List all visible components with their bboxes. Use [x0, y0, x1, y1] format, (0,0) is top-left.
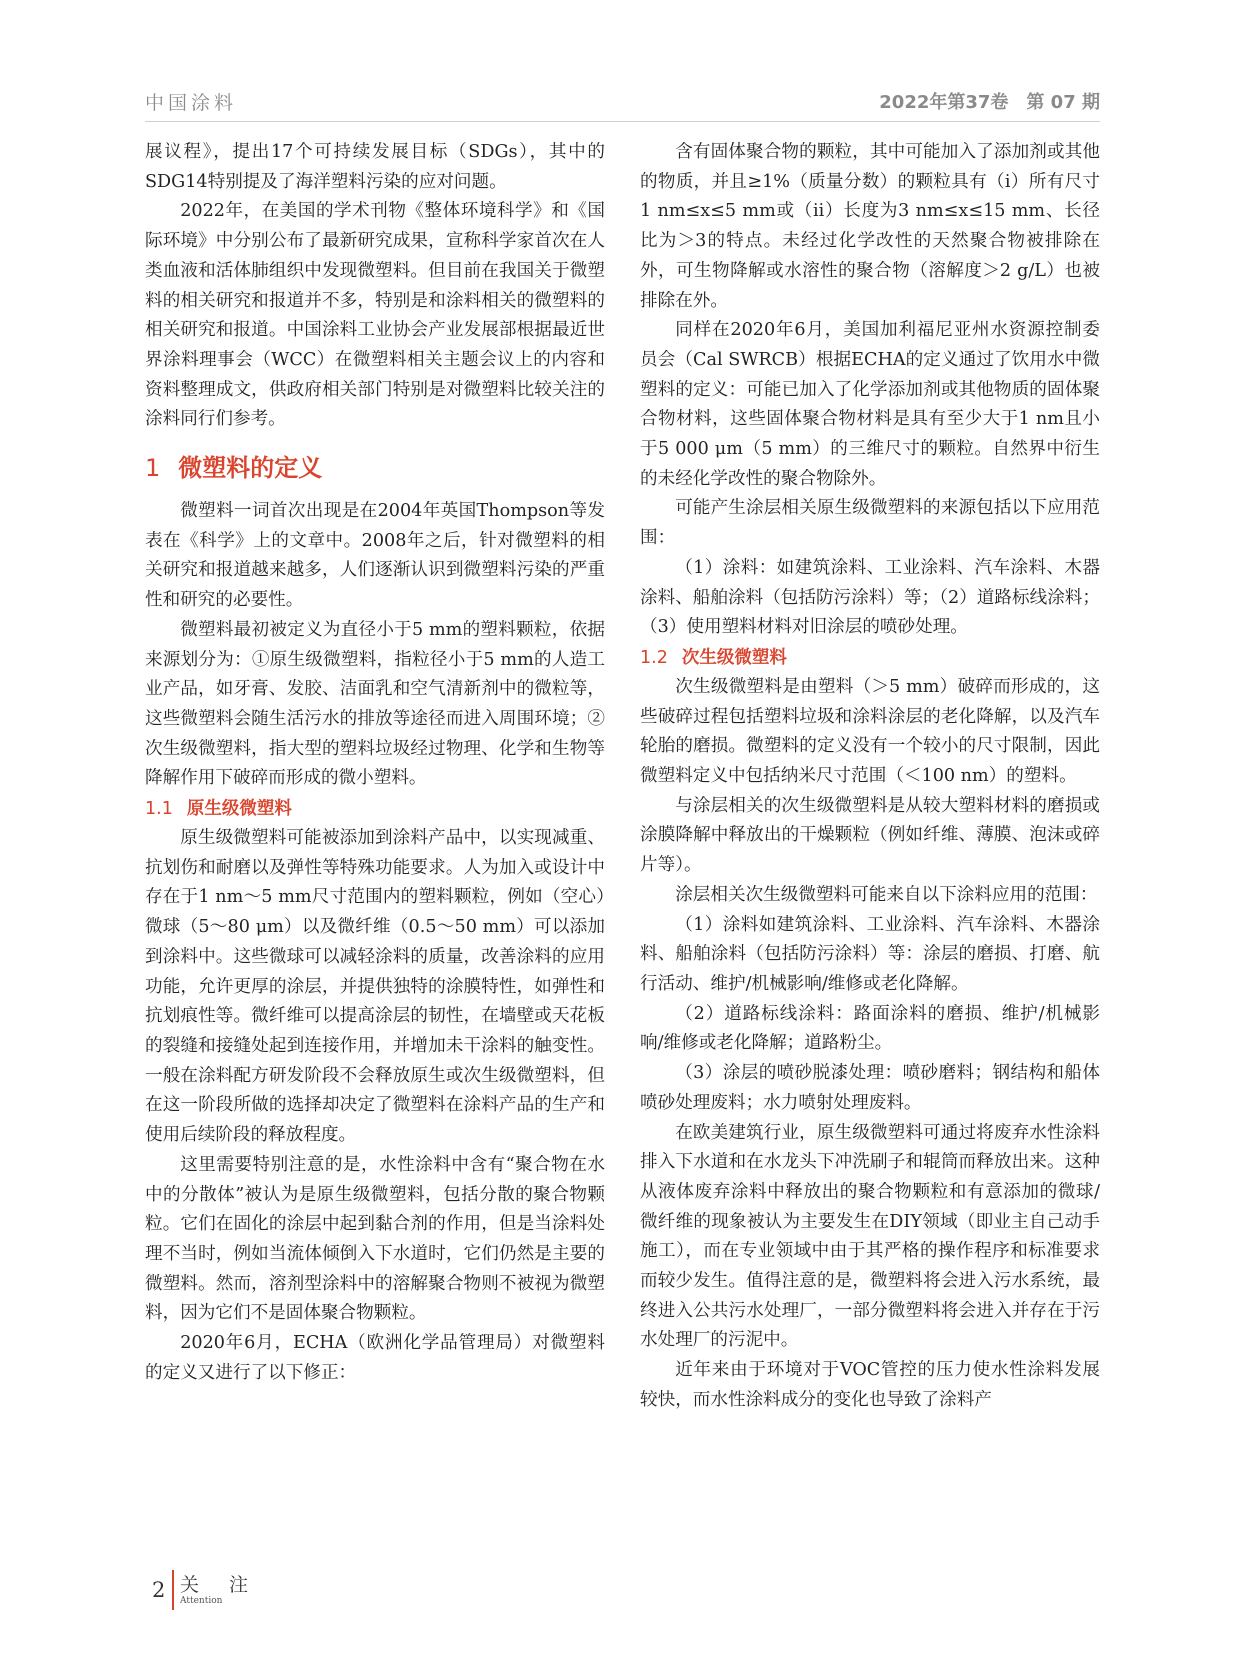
footer-accent-bar — [172, 1570, 174, 1610]
heading-number: 1.2 — [640, 647, 668, 668]
page-header — [145, 88, 1100, 118]
paragraph: （1）涂料：如建筑涂料、工业涂料、汽车涂料、木器涂料、船舶涂料（包括防污涂料）等；（2）道路标线涂料；（3）使用塑料材料对旧涂层的喷砂处理。 — [640, 557, 1100, 638]
paragraph: 原生级微塑料可能被添加到涂料产品中，以实现减重、抗划伤和耐磨以及弹性等特殊功能要求。人为加入或设计中存在于1 nm～5 mm尺寸范围内的塑料颗粒，例如（空心）微球（5～80 μm）以及微纤维（0.5～50 mm）可以添加到涂料中。这些微球可以减轻涂料的质量，改善涂料的应用功能，允许更厚的涂层，并提供独特的涂膜特性，如弹性和抗划痕性等。微纤维可以提高涂层的韧性，在墙壁或天花板的裂缝和接缝处起到连接作用，并增加未干涂料的触变性。一般在涂料配方研发阶段不会释放原生或次生级微塑料，但在这一阶段所做的选择却决定了微塑料在涂料产品的生产和使用后续阶段的释放程度。 — [145, 828, 605, 1146]
heading-number: 1 — [145, 454, 161, 483]
column-title: 关 注 — [180, 1574, 261, 1596]
heading-text: 次生级微塑料 — [681, 647, 787, 668]
paragraph: 2022年，在美国的学术刊物《整体环境科学》和《国际环境》中分别公布了最新研究成果，宣称科学家首次在人类血液和活体肺组织中发现微塑料。但目前在我国关于微塑料的相关研究和报道并不多，特别是和涂料相关的微塑料的相关研究和报道。中国涂料工业协会产业发展部根据最近世界涂料理事会（WCC）在微塑料相关主题会议上的内容和资料整理成文，供政府相关部门特别是对微塑料比较关注的涂料同行们参考。 — [145, 201, 605, 430]
paragraph: （1）涂料如建筑涂料、工业涂料、汽车涂料、木器涂料、船舶涂料（包括防污涂料）等：涂层的磨损、打磨、航行活动、维护/机械影响/维修或老化降解。 — [640, 914, 1100, 994]
right-column — [640, 138, 1100, 1416]
paragraph: 这里需要特别注意的是，水性涂料中含有“聚合物在水中的分散体”被认为是原生级微塑料，包括分散的聚合物颗粒。它们在固化的涂层中起到黏合剂的作用，但是当涂料处理不当时，例如当流体倾倒入下水道时，它们仍然是主要的微塑料。然而，溶剂型涂料中的溶解聚合物则不被视为微塑料，因为它们不是固体聚合物颗粒。 — [145, 1154, 605, 1324]
paragraph: （2）道路标线涂料：路面涂料的磨损、维护/机械影响/维修或老化降解；道路粉尘。 — [640, 1003, 1100, 1054]
paragraph: （3）涂层的喷砂脱漆处理：喷砂磨料；钢结构和船体喷砂处理废料；水力喷射处理废料。 — [640, 1063, 1100, 1113]
heading-text: 原生级微塑料 — [186, 799, 292, 820]
paragraph: 同样在2020年6月，美国加利福尼亚州水资源控制委员会（Cal SWRCB）根据ECHA的定义通过了饮用水中微塑料的定义：可能已加入了化学添加剂或其他物质的固体聚合物材料，这些固体聚合物材料是具有至少大于1 nm且小于5 000 μm（5 mm）的三维尺寸的颗粒。自然界中衍生的未经化学改性的聚合物除外。 — [640, 320, 1100, 489]
paragraph: 涂层相关次生级微塑料可能来自以下涂料应用的范围： — [675, 884, 1098, 905]
paragraph: 微塑料一词首次出现是在2004年英国Thompson等发表在《科学》上的文章中。2008年之后，针对微塑料的相关研究和报道越来越多，人们逐渐认识到微塑料污染的严重性和研究的必要性。 — [145, 501, 605, 611]
paragraph: 在欧美建筑行业，原生级微塑料可通过将废弃水性涂料排入下水道和在水龙头下冲洗刷子和辊筒而释放出来。这种从液体废弃涂料中释放出的聚合物颗粒和有意添加的微球/微纤维的现象被认为主要发生在DIY领域（即业主自己动手施工），而在专业领域中由于其严格的操作程序和标准要求而较少发生。值得注意的是，微塑料将会进入污水系统，最终进入公共污水处理厂，一部分微塑料将会进入并存在于污水处理厂的污泥中。 — [640, 1122, 1100, 1351]
paragraph: 可能产生涂层相关原生级微塑料的来源包括以下应用范围： — [640, 498, 1100, 549]
header-divider — [145, 121, 1100, 122]
paragraph: 与涂层相关的次生级微塑料是从较大塑料材料的磨损或涂膜降解中释放出的干燥颗粒（例如纤维、薄膜、泡沫或碎片等）。 — [640, 795, 1100, 876]
subsection-heading — [640, 643, 1100, 673]
paragraph: 近年来由于环境对于VOC管控的压力使水性涂料发展较快，而水性涂料成分的变化也导致了涂料产 — [640, 1360, 1100, 1410]
paragraph: 展议程》，提出17个可持续发展目标（SDGs），其中的SDG14特别提及了海洋塑料污染的应对问题。 — [145, 142, 605, 192]
paragraph: 微塑料最初被定义为直径小于5 mm的塑料颗粒，依据来源划分为：①原生级微塑料，指粒径小于5 mm的人造工业产品，如牙膏、发胶、洁面乳和空气清新剂中的微粒等，这些微塑料会随生活污水的排放等途径而进入周围环境；②次生级微塑料，指大型的塑料垃圾经过物理、化学和生物等降解作用下破碎而形成的微小塑料。 — [145, 619, 605, 789]
section-heading — [145, 449, 605, 487]
page-number: 2 — [152, 1578, 166, 1602]
journal-name: 中国涂料 — [145, 92, 238, 114]
heading-text: 微塑料的定义 — [178, 454, 323, 483]
paragraph: 含有固体聚合物的颗粒，其中可能加入了添加剂或其他的物质，并且≥1%（质量分数）的颗粒具有（i）所有尺寸1 nm≤x≤5 mm或（ii）长度为3 nm≤x≤15 mm、长径比为＞3的特点。未经过化学改性的天然聚合物被排除在外，可生物降解或水溶性的聚合物（溶解度＞2 g/L）也被排除在外。 — [640, 142, 1100, 311]
heading-number: 1.1 — [145, 799, 173, 820]
subsection-heading — [145, 794, 605, 824]
column-subtitle: Attention — [180, 1596, 223, 1606]
paragraph: 次生级微塑料是由塑料（＞5 mm）破碎而形成的，这些破碎过程包括塑料垃圾和涂料涂层的老化降解，以及汽车轮胎的磨损。微塑料的定义没有一个较小的尺寸限制，因此微塑料定义中包括纳米尺寸范围（＜100 nm）的塑料。 — [640, 676, 1100, 787]
issue-info: 2022年第37卷 第 07 期 — [879, 92, 1100, 113]
paragraph: 2020年6月，ECHA（欧洲化学品管理局）对微塑料的定义又进行了以下修正： — [145, 1333, 605, 1383]
left-column — [145, 138, 605, 1388]
